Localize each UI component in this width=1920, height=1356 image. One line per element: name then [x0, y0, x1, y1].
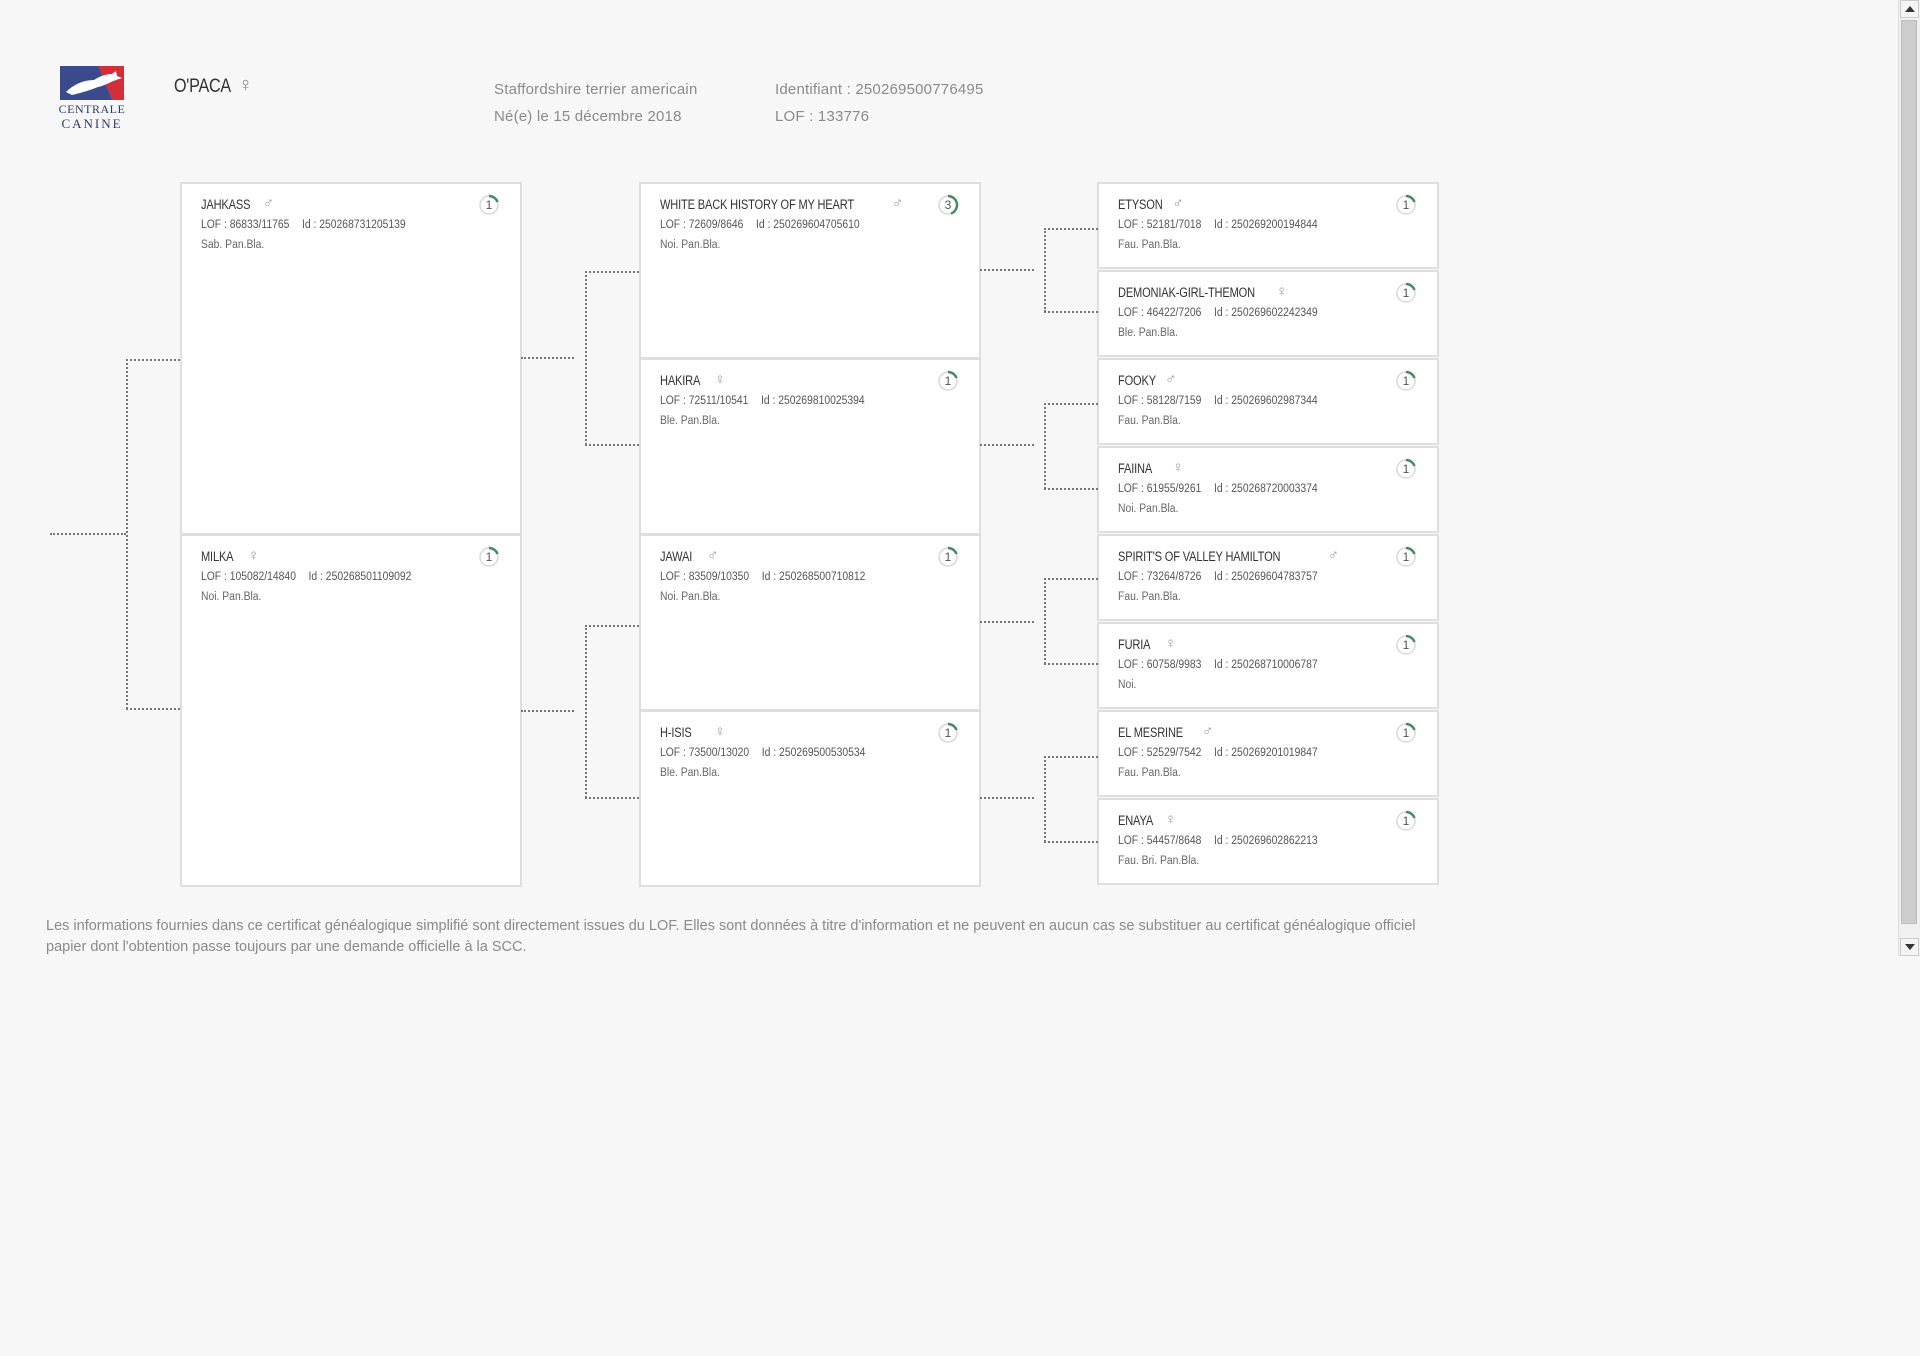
male-sex-icon: ♂ — [892, 195, 904, 212]
connector-line — [1044, 488, 1098, 490]
connector-line — [585, 797, 639, 799]
dog-name-link[interactable]: SPIRIT'S OF VALLEY HAMILTON — [1118, 549, 1281, 564]
chip-id: Id : 250269602987344 — [1214, 395, 1318, 407]
offspring-count: 1 — [485, 198, 493, 212]
scroll-up-arrow-icon[interactable] — [1900, 0, 1919, 18]
registration-numbers — [660, 395, 865, 407]
dog-name-link[interactable]: EL MESRINE — [1118, 725, 1184, 740]
offspring-count: 1 — [1402, 814, 1410, 828]
connector-line — [980, 444, 1034, 446]
pedigree-card[interactable] — [1097, 710, 1439, 797]
female-sex-icon: ♀ — [714, 371, 726, 388]
connector-line — [585, 271, 639, 273]
connector-line — [1044, 841, 1098, 843]
lof-number: LOF : 60758/9983 — [1118, 659, 1202, 671]
pedigree-card[interactable] — [1097, 446, 1439, 533]
chip-id: Id : 250268720003374 — [1214, 483, 1318, 495]
female-sex-icon: ♀ — [1172, 459, 1184, 476]
dog-name-link[interactable]: JAWAI — [660, 549, 693, 564]
coat-color: Noi. Pan.Bla. — [660, 239, 721, 251]
lof-number: LOF : 58128/7159 — [1118, 395, 1202, 407]
dog-name-link[interactable]: MILKA — [201, 549, 234, 564]
offspring-count-badge[interactable] — [937, 722, 959, 744]
lof-number: LOF : 83509/10350 — [660, 571, 750, 583]
male-sex-icon: ♂ — [1202, 723, 1214, 740]
coat-color: Sab. Pan.Bla. — [201, 239, 265, 251]
coat-color: Fau. Pan.Bla. — [1118, 415, 1181, 427]
registration-numbers — [660, 571, 865, 583]
pedigree-card[interactable] — [1097, 182, 1439, 269]
dog-name-link[interactable]: FOOKY — [1118, 373, 1156, 388]
offspring-count-badge[interactable] — [478, 194, 500, 216]
vertical-scrollbar[interactable] — [1898, 0, 1920, 956]
dog-name: O'PACA — [174, 76, 231, 97]
connector-line — [1044, 578, 1046, 664]
chip-id: Id : 250269604705610 — [756, 219, 860, 231]
connector-line — [585, 444, 639, 446]
chip-id: Id : 250268500710812 — [761, 571, 866, 583]
dog-name-link[interactable]: JAHKASS — [201, 197, 251, 212]
registration-numbers — [1118, 483, 1318, 495]
offspring-count-badge[interactable] — [1395, 634, 1417, 656]
chip-id: Id : 250269602862213 — [1214, 835, 1318, 847]
dog-breed: Staffordshire terrier americain — [494, 81, 698, 98]
chip-id: Id : 250269604783757 — [1214, 571, 1318, 583]
chip-id: Id : 250269201019847 — [1214, 747, 1318, 759]
male-sex-icon: ♂ — [262, 195, 275, 212]
dog-lof-number: LOF : 133776 — [775, 108, 870, 125]
coat-color: Fau. Bri. Pan.Bla. — [1118, 855, 1200, 867]
offspring-count-badge[interactable] — [478, 546, 500, 568]
offspring-count-badge[interactable] — [937, 370, 959, 392]
female-sex-icon: ♀ — [1165, 811, 1177, 828]
offspring-count: 3 — [944, 198, 952, 212]
connector-line — [1044, 311, 1098, 313]
female-sex-icon: ♀ — [238, 74, 253, 96]
pedigree-card[interactable] — [639, 358, 981, 535]
dog-name-link[interactable]: DEMONIAK-GIRL-THEMON — [1118, 285, 1255, 300]
lof-number: LOF : 73500/13020 — [660, 747, 750, 759]
pedigree-card[interactable] — [1097, 270, 1439, 357]
lof-number: LOF : 86833/11765 — [201, 219, 290, 231]
connector-line — [1044, 756, 1098, 758]
dog-name-link[interactable]: ETYSON — [1118, 197, 1163, 212]
male-sex-icon: ♂ — [1165, 371, 1177, 388]
centrale-canine-logo — [56, 66, 128, 136]
coat-color: Ble. Pan.Bla. — [1118, 327, 1178, 339]
female-sex-icon: ♀ — [1165, 635, 1177, 652]
offspring-count: 1 — [1402, 286, 1410, 300]
offspring-count: 1 — [1402, 198, 1410, 212]
female-sex-icon: ♀ — [1276, 283, 1288, 300]
registration-numbers — [201, 571, 411, 583]
coat-color: Noi. Pan.Bla. — [1118, 503, 1179, 515]
dog-name-link[interactable]: WHITE BACK HISTORY OF MY HEART — [660, 197, 854, 212]
lof-number: LOF : 52181/7018 — [1118, 219, 1202, 231]
offspring-count-badge[interactable] — [1395, 810, 1417, 832]
offspring-count: 1 — [944, 374, 952, 388]
registration-numbers — [1118, 835, 1318, 847]
dog-identifiant: Identifiant : 250269500776495 — [775, 81, 984, 98]
chip-id: Id : 250268731205139 — [302, 219, 406, 231]
dog-birth-date: Né(e) le 15 décembre 2018 — [494, 108, 682, 125]
lof-number: LOF : 73264/8726 — [1118, 571, 1202, 583]
connector-line — [1044, 663, 1098, 665]
pedigree-card[interactable] — [1097, 358, 1439, 445]
pedigree-card[interactable] — [180, 182, 522, 535]
dog-name-link[interactable]: H-ISIS — [660, 725, 692, 740]
registration-numbers — [201, 219, 406, 231]
registration-numbers — [1118, 395, 1318, 407]
registration-numbers — [660, 747, 865, 759]
dog-name-link[interactable]: HAKIRA — [660, 373, 701, 388]
connector-line — [1044, 578, 1098, 580]
offspring-count-badge[interactable] — [1395, 370, 1417, 392]
dog-name-link[interactable]: FURIA — [1118, 637, 1151, 652]
connector-line — [585, 625, 639, 627]
offspring-count: 1 — [1402, 726, 1410, 740]
registration-numbers — [1118, 307, 1318, 319]
female-sex-icon: ♀ — [714, 723, 726, 740]
offspring-count: 1 — [1402, 462, 1410, 476]
registration-numbers — [1118, 571, 1318, 583]
chip-id: Id : 250269810025394 — [761, 395, 865, 407]
coat-color: Ble. Pan.Bla. — [660, 767, 720, 779]
scrollbar-thumb[interactable] — [1901, 20, 1917, 924]
lof-number: LOF : 72609/8646 — [660, 219, 744, 231]
coat-color: Fau. Pan.Bla. — [1118, 239, 1181, 251]
male-sex-icon: ♂ — [1327, 547, 1340, 564]
female-sex-icon: ♀ — [248, 547, 260, 564]
registration-numbers — [1118, 747, 1318, 759]
pedigree-card[interactable] — [1097, 534, 1439, 621]
chip-id: Id : 250269500530534 — [761, 747, 866, 759]
connector-line — [585, 625, 587, 798]
offspring-count: 1 — [1402, 550, 1410, 564]
lof-number: LOF : 54457/8648 — [1118, 835, 1202, 847]
dog-emblem-icon — [60, 66, 124, 100]
offspring-count: 1 — [1402, 638, 1410, 652]
registration-numbers — [1118, 219, 1318, 231]
connector-line — [980, 269, 1034, 271]
coat-color: Fau. Pan.Bla. — [1118, 591, 1181, 603]
pedigree-card[interactable] — [180, 534, 522, 887]
logo-text-line1: CENTRALE — [58, 102, 126, 116]
offspring-count-badge[interactable] — [1395, 722, 1417, 744]
male-sex-icon: ♂ — [707, 547, 719, 564]
connector-line — [126, 708, 180, 710]
lof-number: LOF : 61955/9261 — [1118, 483, 1202, 495]
dog-name-link[interactable]: ENAYA — [1118, 813, 1154, 828]
offspring-count-badge[interactable] — [937, 546, 959, 568]
offspring-count-badge[interactable] — [1395, 458, 1417, 480]
registration-numbers — [1118, 659, 1318, 671]
chip-id: Id : 250269200194844 — [1214, 219, 1318, 231]
chip-id: Id : 250268501109092 — [308, 571, 412, 583]
connector-line — [980, 797, 1034, 799]
lof-number: LOF : 72511/10541 — [660, 395, 749, 407]
pedigree-card[interactable] — [639, 710, 981, 887]
coat-color: Fau. Pan.Bla. — [1118, 767, 1181, 779]
connector-line — [126, 359, 128, 709]
lof-number: LOF : 105082/14840 — [201, 571, 296, 583]
pedigree-card[interactable] — [1097, 798, 1439, 885]
connector-line — [521, 357, 574, 359]
lof-number: LOF : 52529/7542 — [1118, 747, 1202, 759]
connector-line — [1044, 756, 1046, 842]
offspring-count-badge[interactable] — [1395, 194, 1417, 216]
offspring-count: 1 — [1402, 374, 1410, 388]
offspring-count-badge[interactable] — [937, 194, 959, 216]
registration-numbers — [660, 219, 860, 231]
connector-line — [980, 621, 1034, 623]
chip-id: Id : 250269602242349 — [1214, 307, 1318, 319]
offspring-count-badge[interactable] — [1395, 546, 1417, 568]
offspring-count-badge[interactable] — [1395, 282, 1417, 304]
lof-number: LOF : 46422/7206 — [1118, 307, 1202, 319]
connector-line — [521, 710, 574, 712]
pedigree-card[interactable] — [1097, 622, 1439, 709]
disclaimer-text: Les informations fournies dans ce certificat généalogique simplifié sont directement issues du LOF. Elles sont données à titre d'information et ne peuvent en aucun cas se substituer au certificat généalogique officiel papier dont l'obtention passe toujours par une demande officielle à la SCC. — [46, 918, 1416, 955]
connector-line — [1044, 403, 1046, 489]
male-sex-icon: ♂ — [1172, 195, 1184, 212]
logo-text-line2: CANINE — [61, 116, 123, 131]
offspring-count: 1 — [944, 726, 952, 740]
coat-color: Noi. — [1118, 679, 1137, 691]
coat-color: Noi. Pan.Bla. — [660, 591, 721, 603]
chip-id: Id : 250268710006787 — [1214, 659, 1318, 671]
scroll-down-arrow-icon[interactable] — [1900, 938, 1919, 956]
offspring-count: 1 — [944, 550, 952, 564]
connector-line — [1044, 228, 1046, 312]
pedigree-card[interactable] — [639, 534, 981, 711]
connector-line — [126, 359, 180, 361]
offspring-count: 1 — [485, 550, 493, 564]
connector-line — [1044, 228, 1098, 230]
coat-color: Ble. Pan.Bla. — [660, 415, 720, 427]
coat-color: Noi. Pan.Bla. — [201, 591, 262, 603]
pedigree-card[interactable] — [639, 182, 981, 359]
connector-line — [50, 533, 126, 535]
connector-line — [1044, 403, 1098, 405]
connector-line — [585, 271, 587, 445]
dog-name-link[interactable]: FAIINA — [1118, 461, 1153, 476]
